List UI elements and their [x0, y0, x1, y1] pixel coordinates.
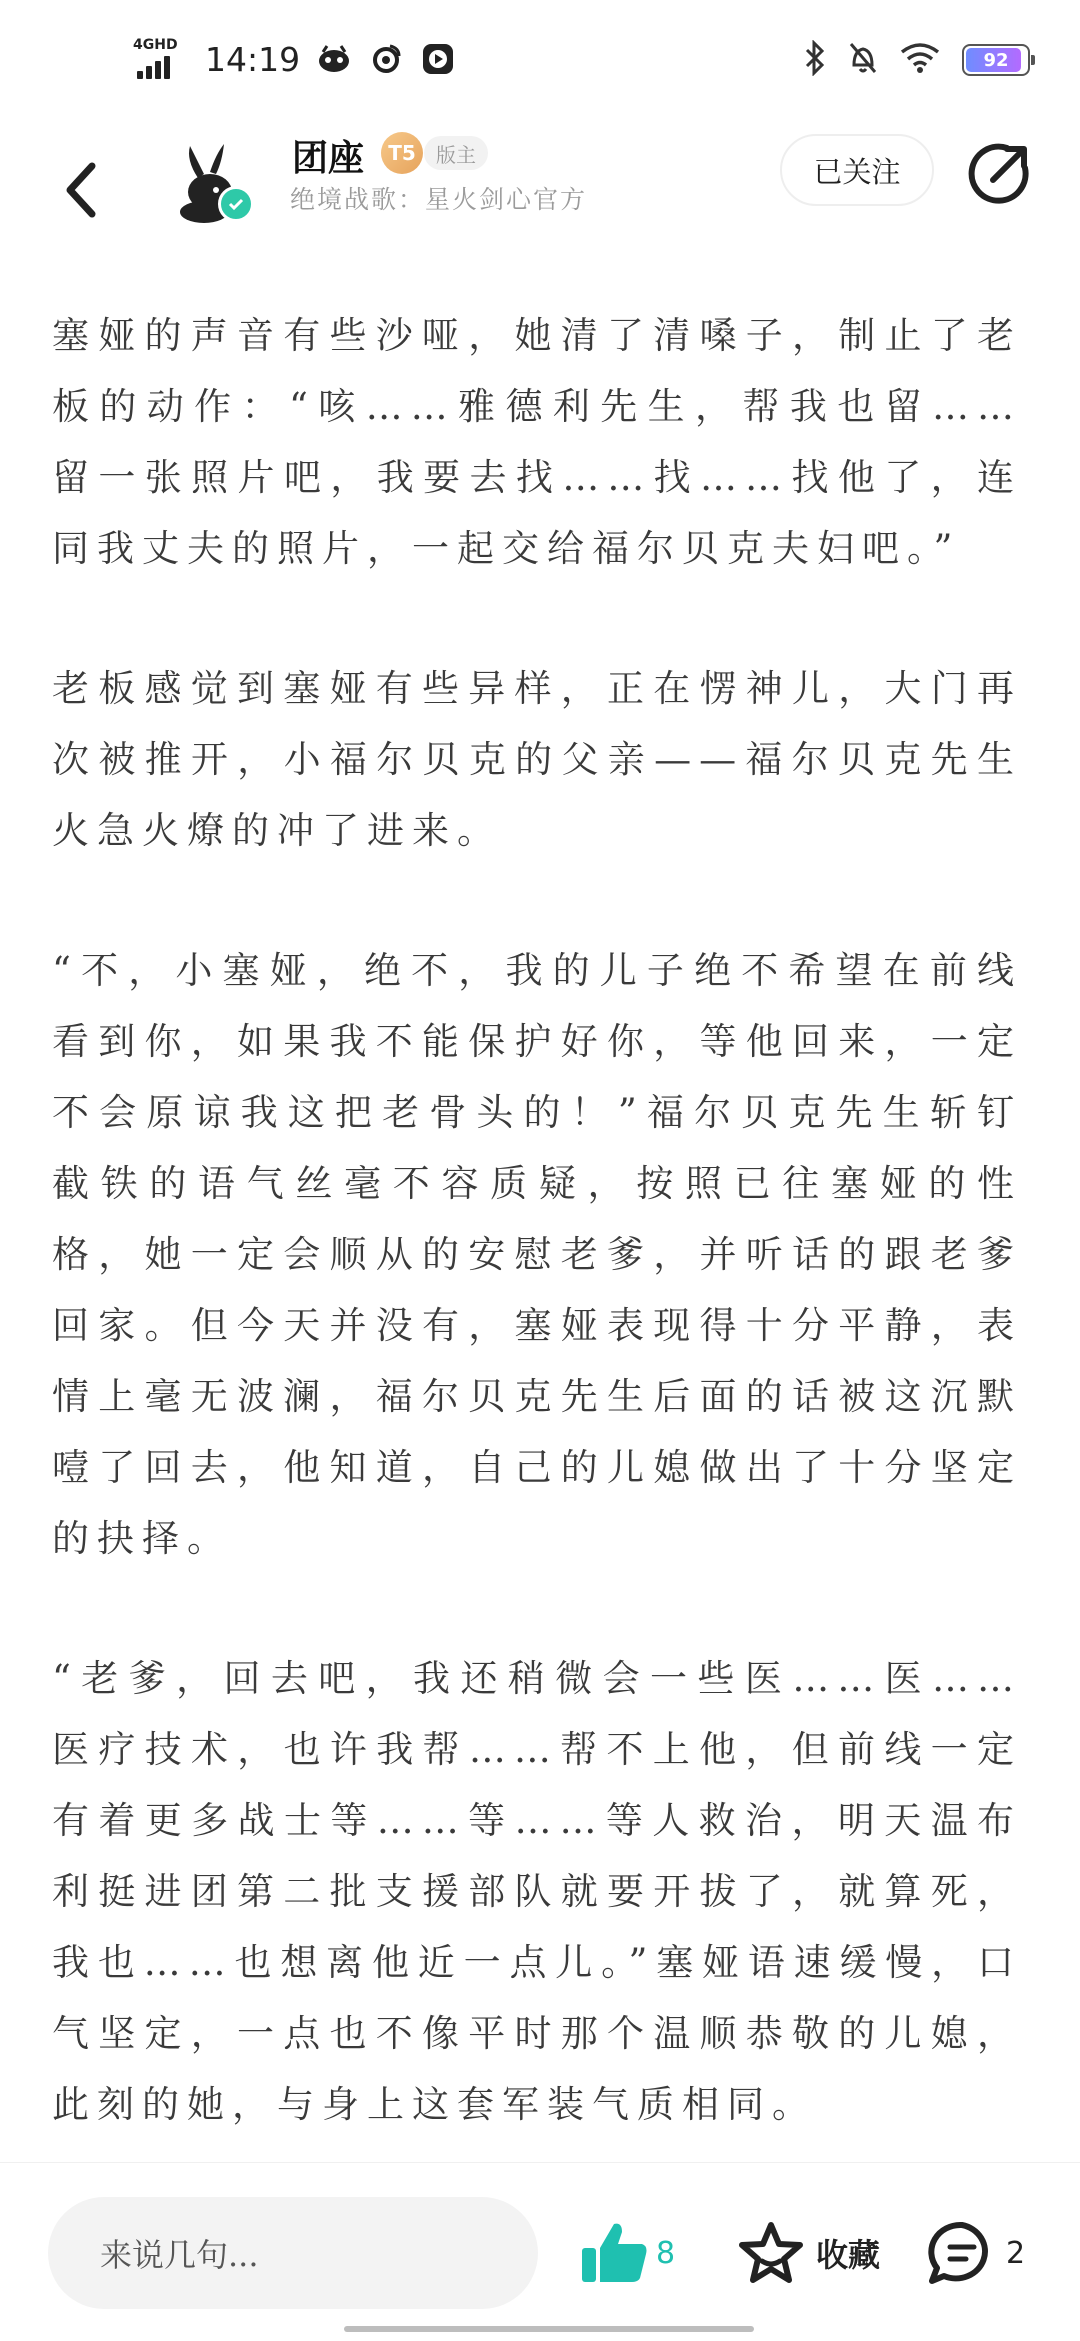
comment-bubble-icon: [928, 2221, 996, 2285]
thumbs-up-icon: [580, 2220, 650, 2286]
cellular-signal-icon: [133, 37, 189, 81]
author-subtitle: 绝境战歌：星火剑心官方: [290, 185, 588, 214]
favorite-button[interactable]: [738, 2217, 880, 2289]
battery-level: 92: [983, 49, 1009, 71]
weibo-icon: [368, 41, 404, 77]
app-notification-icon: [316, 41, 352, 77]
like-count: 8: [656, 2235, 676, 2271]
status-bar: [0, 0, 1080, 120]
comment-count: 2: [1006, 2235, 1026, 2271]
bluetooth-icon: [804, 40, 826, 80]
silent-bell-icon: [848, 41, 878, 79]
clock: 14:19: [205, 39, 301, 79]
author-name[interactable]: 团座: [292, 137, 365, 179]
comment-input[interactable]: 来说几句...: [48, 2197, 538, 2309]
article-paragraph: 塞娅的声音有些沙哑，她清了清嗓子，制止了老板的动作：“咳……雅德利先生，帮我也留……留一张照片吧，我要去找……找……找他了，连同我丈夫的照片，一起交给福尔贝克夫妇吧。”: [52, 314, 1022, 570]
favorite-label: 收藏: [816, 2236, 881, 2274]
chevron-left-icon: [60, 160, 100, 220]
home-indicator[interactable]: [344, 2326, 754, 2332]
follow-button[interactable]: 已关注: [780, 134, 934, 206]
battery-icon: [962, 44, 1030, 76]
video-app-icon: [420, 41, 456, 77]
network-type: 4GHD: [133, 37, 178, 53]
article-paragraph: “不，小塞娅，绝不，我的儿子绝不希望在前线看到你，如果我不能保护好你，等他回来，一定不会原谅我这把老骨头的！”福尔贝克先生斩钉截铁的语气丝毫不容质疑，按照已往塞娅的性格，她一定会顺从的安慰老爹，并听话的跟老爹回家。但今天并没有，塞娅表现得十分平静，表情上毫无波澜，福尔贝克先生后面的话被这沉默噎了回去，他知道，自己的儿媳做出了十分坚定的抉择。: [52, 949, 1022, 1560]
article-body: [52, 300, 1022, 2162]
wifi-icon: [900, 42, 940, 78]
back-button[interactable]: [50, 140, 110, 240]
like-button[interactable]: [580, 2217, 675, 2289]
verified-badge-icon: [218, 186, 254, 222]
role-badge: 版主: [424, 136, 488, 170]
share-button[interactable]: [965, 140, 1033, 208]
star-icon: [738, 2221, 804, 2285]
article-paragraph: 老板感觉到塞娅有些异样，正在愣神儿，大门再次被推开，小福尔贝克的父亲——福尔贝克先生火急火燎的冲了进来。: [52, 667, 1022, 852]
bottom-action-bar: [0, 2162, 1080, 2341]
level-badge: T5: [381, 132, 423, 174]
comment-button[interactable]: [928, 2217, 1025, 2289]
share-icon: [967, 142, 1031, 206]
article-paragraph: “老爹，回去吧，我还稍微会一些医……医……医疗技术，也许我帮……帮不上他，但前线一定有着更多战士等……等……等人救治，明天温布利挺进团第二批支援部队就要开拔了，就算死，我也……也想离他近一点儿。”塞娅语速缓慢，口气坚定，一点也不像平时那个温顺恭敬的儿媳，此刻的她，与身上这套军装气质相同。: [52, 1657, 1022, 2126]
